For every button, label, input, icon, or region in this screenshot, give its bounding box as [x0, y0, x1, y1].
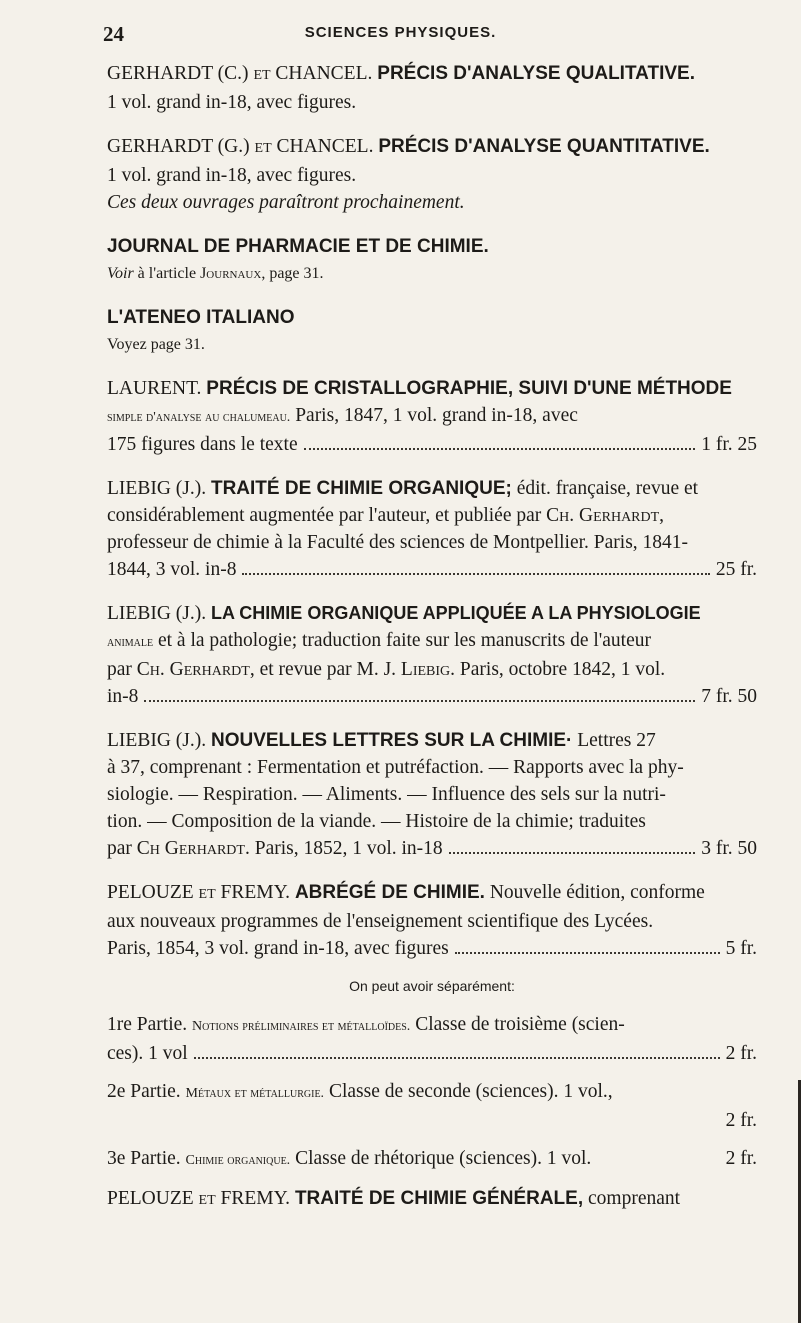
entry-title: PRÉCIS DE CRISTALLOGRAPHIE, SUIVI D'UNE MÉTHODE [206, 378, 732, 399]
entry-title: LA CHIMIE ORGANIQUE APPLIQUÉE A LA PHYSIOLOGIE [210, 603, 701, 623]
entry-coauthor: CHANCEL. [276, 136, 374, 157]
entry-conjunction: ET [254, 141, 272, 156]
entry-author: LAURENT. [107, 378, 202, 399]
entry-coauthor: FREMY. [220, 882, 291, 903]
entry-title: PRÉCIS D'ANALYSE QUANTITATIVE. [378, 136, 710, 157]
dot-leader [242, 573, 709, 575]
entry-price: 2 fr. [725, 1148, 757, 1169]
running-head: SCIENCES PHYSIQUES. [304, 24, 497, 41]
entry-description: considérablement augmentée par l'auteur, et publiée par Ch. Gerhardt, [107, 505, 665, 526]
entry-price-line: 1844, 3 vol. in-8 25 fr. [107, 556, 757, 583]
entry-reference: Voir à l'article Journaux, page 31. [107, 265, 324, 282]
entry-author: PELOUZE [107, 882, 194, 903]
entry-liebig-traite: LIEBIG (J.). TRAITÉ DE CHIMIE ORGANIQUE; édit. française, revue et [107, 478, 699, 499]
dot-leader [455, 952, 720, 954]
dot-leader [449, 852, 696, 854]
entry-liebig-lettres: LIEBIG (J.). NOUVELLES LETTRES SUR LA CHIMIE· Lettres 27 [107, 730, 656, 751]
entry-reference: Voyez page 31. [107, 336, 205, 353]
dot-leader [304, 448, 696, 450]
entry-laurent [107, 375, 757, 402]
entry-title: ABRÉGÉ DE CHIMIE. [294, 882, 485, 903]
entry-coauthor: FREMY. [220, 1188, 291, 1209]
entry-conjunction: ET [198, 887, 216, 902]
entry-author: GERHARDT (G.) [107, 136, 250, 157]
entry-price-line: 175 figures dans le texte 1 fr. 25 [107, 431, 757, 458]
entry-author: GERHARDT (C.) [107, 63, 249, 84]
part-3: 3e Partie. Chimie organique. Classe de rhétorique (sciences). 1 vol. 2 fr. [107, 1145, 757, 1174]
entry-description: aux nouveaux programmes de l'enseignement scientifique des Lycées. [107, 911, 654, 932]
entry-description: simple d'analyse au chalumeau. Paris, 1847, 1 vol. grand in-18, avec [107, 405, 578, 426]
part-1: 1re Partie. Notions préliminaires et métalloïdes. Classe de troisième (scien- [107, 1014, 625, 1035]
entry-price-line: in-8 7 fr. 50 [107, 683, 757, 710]
entry-coauthor: CHANCEL. [275, 63, 373, 84]
entry-description: tion. — Composition de la viande. — Histoire de la chimie; traduites [107, 811, 646, 832]
entry-conjunction: ET [198, 1193, 216, 1208]
catalogue-entries [107, 60, 757, 1214]
entry-title: TRAITÉ DE CHIMIE ORGANIQUE; [210, 478, 512, 499]
entry-price-line: ces). 1 vol 2 fr. [107, 1040, 757, 1067]
entry-conjunction: ET [253, 68, 271, 83]
part-2: 2e Partie. Métaux et métallurgie. Classe de seconde (sciences). 1 vol., [107, 1081, 613, 1102]
entry-pelouze-abrege: PELOUZE ET FREMY. ABRÉGÉ DE CHIMIE. Nouvelle édition, conforme [107, 882, 705, 903]
entry-author: LIEBIG (J.). [107, 603, 207, 624]
entry-author: LIEBIG (J.). [107, 730, 207, 751]
entry-price: 2 fr. [725, 1110, 757, 1131]
entry-price: 3 fr. 50 [701, 838, 757, 859]
dot-leader [144, 700, 695, 702]
entry-description: professeur de chimie à la Faculté des sciences de Montpellier. Paris, 1841- [107, 532, 689, 553]
entry-ateneo-title: L'ATENEO ITALIANO [107, 307, 295, 328]
separately-note: On peut avoir séparément: [349, 978, 515, 994]
entry-title: TRAITÉ DE CHIMIE GÉNÉRALE, [294, 1188, 584, 1209]
entry-description: siologie. — Respiration. — Aliments. — Influence des sels sur la nutri- [107, 784, 666, 805]
entry-gerhardt-qualitative [107, 60, 757, 89]
entry-pelouze-traite: PELOUZE ET FREMY. TRAITÉ DE CHIMIE GÉNÉRALE, comprenant [107, 1188, 681, 1209]
page-header [0, 22, 801, 52]
entry-price: 5 fr. [725, 938, 757, 959]
entry-title: NOUVELLES LETTRES SUR LA CHIMIE· [210, 730, 573, 751]
entry-author: LIEBIG (J.). [107, 478, 207, 499]
entry-price-line: par Ch Gerhardt. Paris, 1852, 1 vol. in-18 3 fr. 50 [107, 835, 757, 862]
entry-price: 7 fr. 50 [701, 686, 757, 707]
dot-leader [194, 1057, 720, 1059]
entry-liebig-physiologie [107, 600, 757, 627]
entry-description: par Ch. Gerhardt, et revue par M. J. Liebig. Paris, octobre 1842, 1 vol. [107, 659, 666, 680]
entry-description: animale et à la pathologie; traduction faite sur les manuscrits de l'auteur [107, 630, 651, 651]
entry-price: 1 fr. 25 [701, 434, 757, 455]
entry-author: PELOUZE [107, 1188, 194, 1209]
entry-description: 1 vol. grand in-18, avec figures. [107, 165, 357, 186]
entry-price: 25 fr. [715, 559, 757, 580]
entry-note: Ces deux ouvrages paraîtront prochainement. [107, 192, 465, 213]
entry-price: 2 fr. [725, 1043, 757, 1064]
entry-gerhardt-quantitative [107, 133, 757, 162]
entry-journal-title: JOURNAL DE PHARMACIE ET DE CHIMIE. [107, 236, 489, 257]
entry-description: à 37, comprenant : Fermentation et putréfaction. — Rapports avec la phy- [107, 757, 684, 778]
entry-description: 1 vol. grand in-18, avec figures. [107, 92, 357, 113]
page-number: 24 [103, 22, 124, 46]
entry-price-line: Paris, 1854, 3 vol. grand in-18, avec figures 5 fr. [107, 935, 757, 962]
entry-title: PRÉCIS D'ANALYSE QUALITATIVE. [377, 63, 695, 84]
